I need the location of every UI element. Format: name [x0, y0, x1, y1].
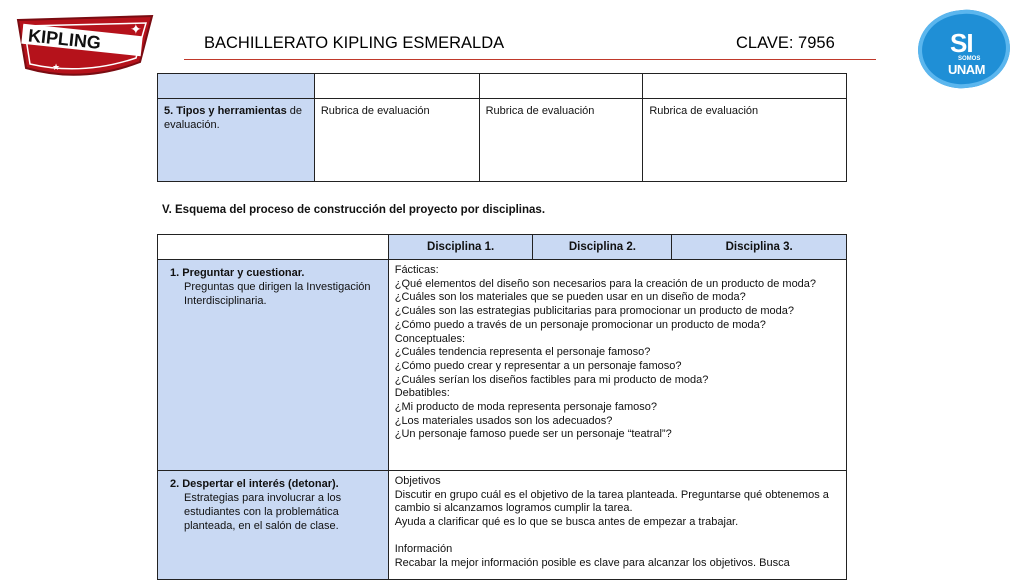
svg-text:★: ★	[52, 62, 61, 72]
list-item: ¿Cuáles tendencia representa el personaje famoso?	[394, 346, 651, 359]
list-item: ¿Cómo puedo a través de un personaje promocionar un producto de moda?	[394, 318, 766, 331]
si-somos-unam-logo	[918, 10, 1012, 92]
disciplines-table	[157, 234, 847, 580]
list-item: Información	[394, 542, 453, 555]
list-item: ¿Un personaje famoso puede ser un personaje “teatral”?	[394, 428, 672, 441]
list-item: Recabar la mejor información posible es clave para alcanzar los objetivos. Busca	[394, 556, 790, 569]
list-item: Objetivos	[394, 475, 441, 487]
list-item: ¿Mi producto de moda representa personaje famoso?	[394, 401, 658, 414]
table-row	[158, 260, 847, 471]
logo-somos-text: SOMOS	[958, 56, 981, 62]
table-cell: Rubrica de evaluación	[479, 99, 643, 182]
list-item: Discutir en grupo cuál es el objetivo de la tarea planteada. Preguntarse qué obtenemos a cambio si alcanzamos logramos cumplir la tarea.	[394, 488, 829, 515]
logo-unam-text: UNAM	[948, 62, 985, 77]
list-item: ¿Cuáles son los materiales que se pueden usar en un diseño de moda?	[394, 291, 746, 304]
row-label-bold: 5. Tipos y herramientas	[164, 105, 287, 117]
table-row	[158, 99, 847, 182]
header-disciplina-1: Disciplina 1.	[388, 235, 533, 260]
row-title: 2. Despertar el interés (detonar).	[170, 478, 339, 490]
header-divider	[184, 59, 876, 60]
svg-text:✦: ✦	[130, 21, 142, 37]
clave-label: CLAVE: 7956	[736, 34, 835, 52]
table-header-empty	[158, 235, 389, 260]
kipling-logo	[12, 10, 158, 82]
row-label-evaluation	[158, 99, 315, 182]
page-title: BACHILLERATO KIPLING ESMERALDA	[204, 34, 505, 52]
list-item: Debatibles:	[394, 387, 450, 400]
evaluation-table	[157, 73, 847, 182]
header-disciplina-2: Disciplina 2.	[533, 235, 672, 260]
row-label-preguntar	[158, 260, 389, 471]
list-item: Conceptuales:	[394, 332, 466, 345]
list-item: ¿Cuáles son las estrategias publicitarias para promocionar un producto de moda?	[394, 305, 794, 318]
table-cell: Rubrica de evaluación	[314, 99, 479, 182]
spacer	[395, 530, 840, 543]
list-item: Ayuda a clarificar qué es lo que se busca antes de empezar a trabajar.	[394, 516, 739, 529]
table-row	[158, 74, 847, 99]
section-heading: V. Esquema del proceso de construcción del proyecto por disciplinas.	[162, 204, 546, 216]
list-item: ¿Cuáles serían los diseños factibles para mi producto de moda?	[394, 373, 709, 386]
table-cell	[479, 74, 643, 99]
logo-si-text: SI	[950, 28, 973, 58]
header-disciplina-3: Disciplina 3.	[672, 235, 847, 260]
table-cell: Rubrica de evaluación	[643, 99, 847, 182]
row-label-despertar	[158, 471, 389, 580]
list-item: ¿Cómo puedo crear y representar a un personaje famoso?	[394, 359, 682, 372]
objectives-cell	[388, 471, 846, 580]
row-description: Estrategias para involucrar a los estudiantes con la problemática planteada, en el salón de clase.	[184, 492, 342, 532]
questions-cell	[388, 260, 846, 471]
table-cell	[314, 74, 479, 99]
table-row	[158, 471, 847, 580]
list-item: Fácticas:	[394, 264, 439, 276]
kipling-logo-text: KIPLING	[27, 25, 102, 53]
list-item: ¿Los materiales usados son los adecuados?	[394, 414, 613, 427]
row-title: 1. Preguntar y cuestionar.	[170, 267, 305, 279]
row-label-rest: de evaluación.	[164, 105, 302, 131]
list-item: ¿Qué elementos del diseño son necesarios para la creación de un producto de moda?	[394, 277, 817, 290]
table-cell	[643, 74, 847, 99]
table-header-row	[158, 235, 847, 260]
row-description: Preguntas que dirigen la Investigación Interdisciplinaria.	[184, 281, 371, 307]
table-cell	[158, 74, 315, 99]
